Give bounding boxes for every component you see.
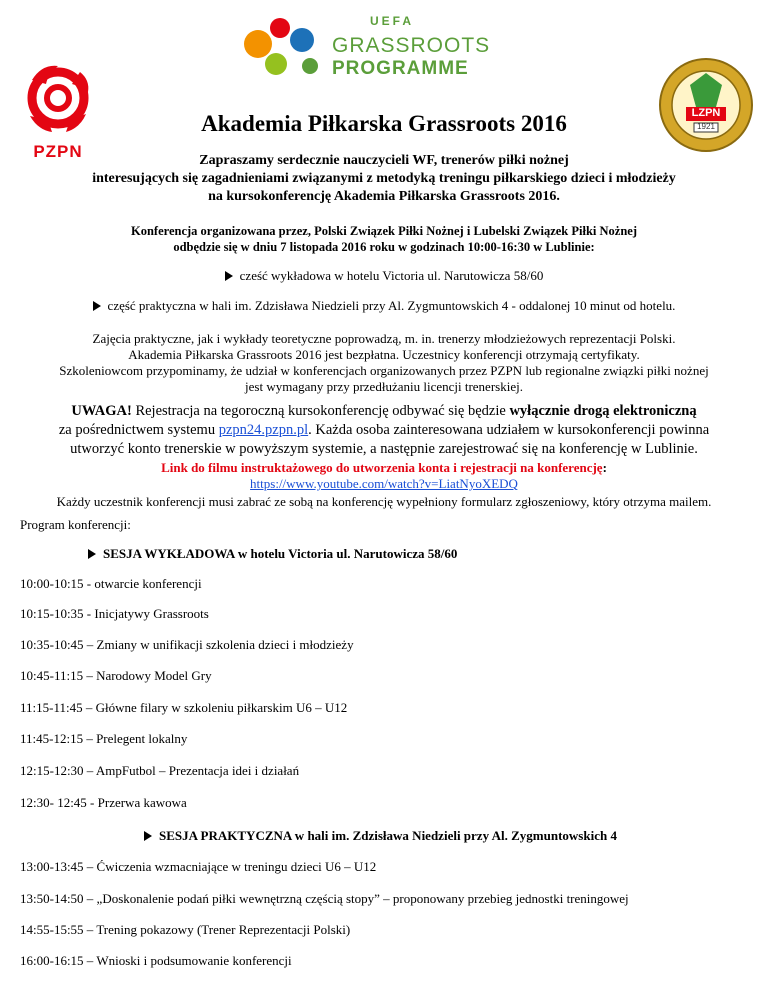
lzpn-logo xyxy=(656,55,756,155)
program-label: Program konferencji: xyxy=(20,517,131,532)
arrow-bullet-icon xyxy=(88,549,96,559)
session-1-item: 12:30- 12:45 - Przerwa kawowa xyxy=(20,795,187,810)
form-note: Każdy uczestnik konferencji musi zabrać ze sobą na konferencję wypełniony formularz zgłoszeniowy, który otrzyma mailem. xyxy=(56,494,712,509)
notice-text-2a: za pośrednictwem systemu xyxy=(58,422,219,438)
session-1-item: 10:15-10:35 - Inicjatywy Grassroots xyxy=(20,606,209,621)
session-2-item: 14:55-15:55 – Trening pokazowy (Trener Reprezentacji Polski) xyxy=(20,922,351,937)
session-1-item: 10:45-11:15 – Narodowy Model Gry xyxy=(20,668,212,683)
notice-line-2 xyxy=(0,422,768,439)
session-2-heading xyxy=(144,828,617,844)
session-2-item: 16:00-16:15 – Wnioski i podsumowanie konferencji xyxy=(20,953,292,968)
info-line-1: Zajęcia praktyczne, jak i wykłady teoretyczne poprowadzą, m. in. trenerzy młodzieżowych reprezentacji Polski. xyxy=(92,331,676,346)
lzpn-logo-text: LZPN xyxy=(691,107,721,119)
intro-line-1: Zapraszamy serdecznie nauczycieli WF, trenerów piłki nożnej xyxy=(199,153,569,168)
info-line-3: Szkoleniowcom przypominamy, że udział w konferencjach organizowanych przez PZPN lub regionalne związki piłki nożnej xyxy=(59,363,709,378)
intro-line-2: interesujących się zagadnieniami związanymi z metodyką treningu piłkarskiego dzieci i młodzieży xyxy=(92,171,676,186)
organizer-line-2: odbędzie się w dniu 7 listopada 2016 roku w godzinach 10:00-16:30 w Lublinie: xyxy=(173,240,595,254)
video-link-label: Link do filmu instruktażowego do utworzenia konta i rejestracji na konferencję xyxy=(161,460,603,475)
arrow-bullet-icon xyxy=(93,301,101,311)
grassroots-figures-icon xyxy=(240,14,330,82)
grassroots-label: GRASSROOTS xyxy=(332,34,491,57)
video-link-label-row xyxy=(0,460,768,476)
part-lecture-text: cześć wykładowa w hotelu Victoria ul. Narutowicza 58/60 xyxy=(239,268,544,283)
arrow-bullet-icon xyxy=(144,831,152,841)
video-url-link[interactable]: https://www.youtube.com/watch?v=LiatNyoXEDQ xyxy=(250,476,518,491)
part-practical xyxy=(0,298,768,314)
organizer-line-1: Konferencja organizowana przez, Polski Związek Piłki Nożnej i Lubelski Związek Piłki Nożnej xyxy=(131,224,637,238)
notice-text-1-bold: wyłącznie drogą elektroniczną xyxy=(509,403,697,419)
session-1-heading xyxy=(88,546,457,562)
notice-text-2b: . Każda osoba zainteresowana udziałem w kursokonferencji powinna xyxy=(308,422,710,438)
video-url-row xyxy=(0,476,768,492)
session-1-item: 11:15-11:45 – Główne filary w szkoleniu piłkarskim U6 – U12 xyxy=(20,700,348,715)
session-1-item: 10:00-10:15 - otwarcie konferencji xyxy=(20,576,202,591)
programme-label: PROGRAMME xyxy=(332,58,469,79)
part-practical-text: część praktyczna w hali im. Zdzisława Niedzieli przy Al. Zygmuntowskich 4 - oddalonej 10 minut od hotelu. xyxy=(107,298,676,313)
uefa-grassroots-logo xyxy=(240,14,490,84)
pzpn-logo xyxy=(18,58,98,161)
notice-label: UWAGA! xyxy=(71,403,132,419)
session-1-heading-text: SESJA WYKŁADOWA w hotelu Victoria ul. Narutowicza 58/60 xyxy=(103,546,458,561)
notice-text-1: Rejestracja na tegoroczną kursokonferencję odbywać się będzie xyxy=(131,403,510,419)
notice-line-3: utworzyć konto trenerskie w powyższym systemie, a następnie zarejestrować się na konferencję w Lublinie. xyxy=(70,441,698,457)
arrow-bullet-icon xyxy=(225,271,233,281)
pzpn24-link[interactable]: pzpn24.pzpn.pl xyxy=(218,422,309,438)
page-title: Akademia Piłkarska Grassroots 2016 xyxy=(201,111,567,136)
info-line-2: Akademia Piłkarska Grassroots 2016 jest bezpłatna. Uczestnicy konferencji otrzymają certyfikaty. xyxy=(128,347,640,362)
part-lecture xyxy=(0,268,768,284)
session-2-heading-text: SESJA PRAKTYCZNA w hali im. Zdzisława Niedzieli przy Al. Zygmuntowskich 4 xyxy=(159,828,617,843)
lzpn-logo-year: 1921 xyxy=(697,122,715,131)
lzpn-crest-emblem xyxy=(656,55,756,155)
session-2-item: 13:50-14:50 – „Doskonalenie podań piłki wewnętrzną częścią stopy” – proponowany przebieg jednostki treningowej xyxy=(20,891,629,906)
notice-line-1 xyxy=(0,403,768,420)
session-1-item: 10:35-10:45 – Zmiany w unifikacji szkolenia dzieci i młodzieży xyxy=(20,637,354,652)
video-link-colon: : xyxy=(602,460,607,475)
session-1-item: 11:45-12:15 – Prelegent lokalny xyxy=(20,731,188,746)
pzpn-logo-text: PZPN xyxy=(33,142,83,161)
session-2-item: 13:00-13:45 – Ćwiczenia wzmacniające w treningu dzieci U6 – U12 xyxy=(20,859,377,874)
uefa-label: UEFA xyxy=(370,14,415,28)
intro-line-3: na kursokonferencję Akademia Piłkarska Grassroots 2016. xyxy=(208,189,560,204)
session-1-item: 12:15-12:30 – AmpFutbol – Prezentacja idei i działań xyxy=(20,763,300,778)
info-line-4: jest wymagany przy przedłużaniu licencji trenerskiej. xyxy=(245,379,523,394)
